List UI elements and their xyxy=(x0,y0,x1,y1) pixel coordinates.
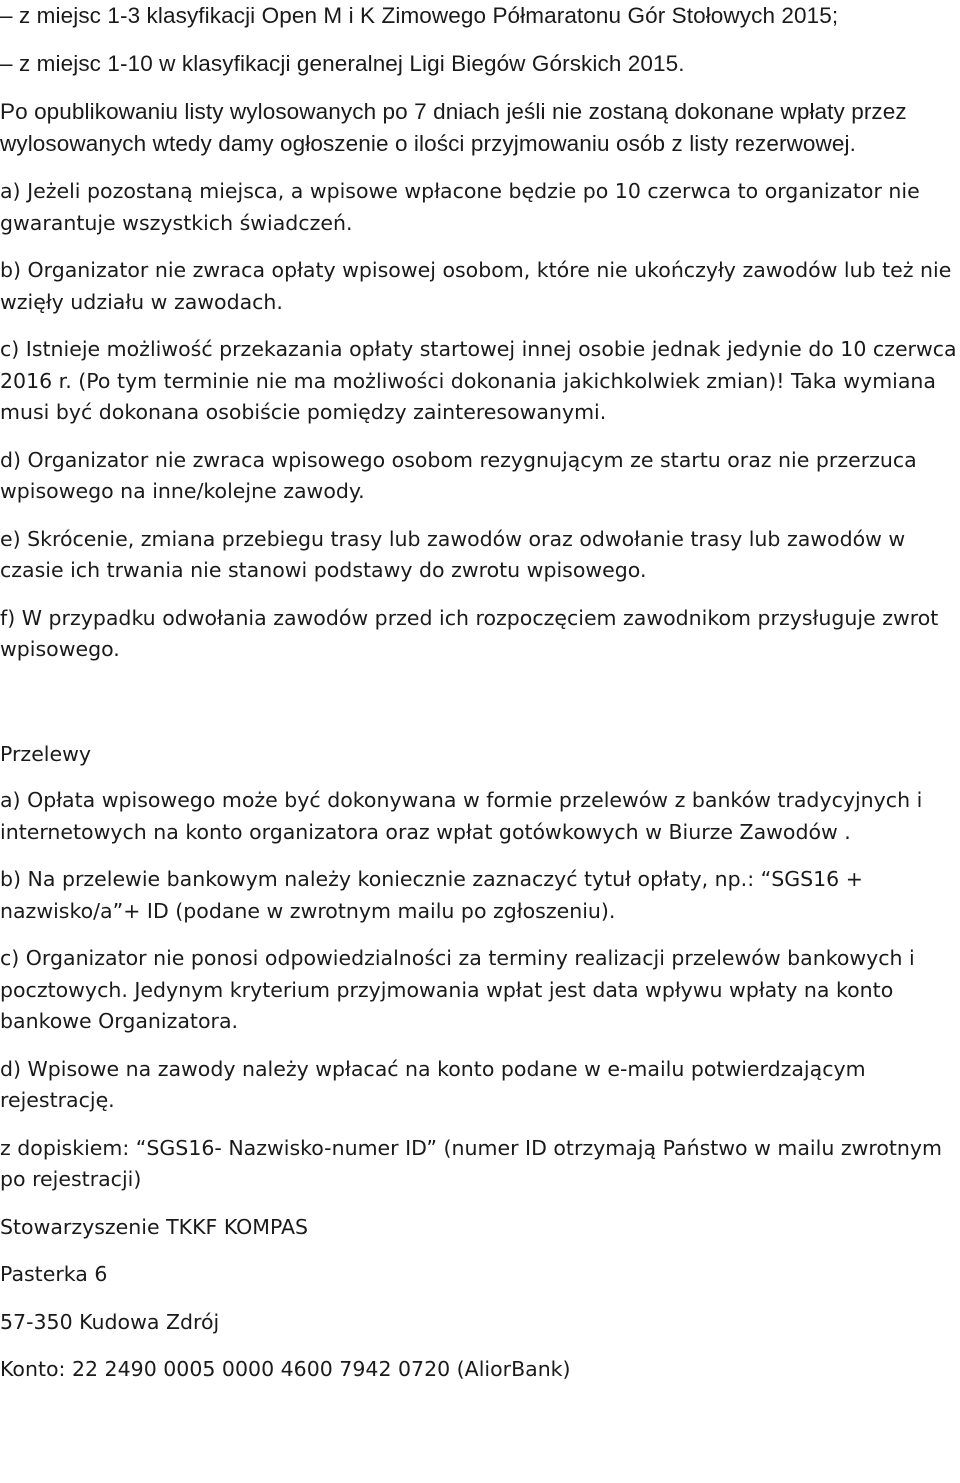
bank-account: Konto: 22 2490 0005 0000 4600 7942 0720 (AliorBank) xyxy=(0,1357,571,1381)
rule-d: d) Organizator nie zwraca wpisowego osobom rezygnującym ze startu oraz nie przerzuca wpisowego na inne/kolejne zawody. xyxy=(0,447,917,503)
reserve-list-notice: Po opublikowaniu listy wylosowanych po 7 dniach jeśli nie zostaną dokonane wpłaty przez wylosowanych wtedy damy ogłoszenie o ilości przyjmowaniu osób z listy rezerwowej. xyxy=(0,99,907,156)
transfers-heading: Przelewy xyxy=(0,741,92,766)
transfer-c: c) Organizator nie ponosi odpowiedzialności za terminy realizacji przelewów bankowych i pocztowych. Jedynym kryterium przyjmowania wpłat jest data wpływu wpłaty na konto bankowe Organizatora. xyxy=(0,946,915,1033)
organization-name: Stowarzyszenie TKKF KOMPAS xyxy=(0,1214,309,1239)
transfer-b: b) Na przelewie bankowym należy koniecznie zaznaczyć tytuł opłaty, np.: “SGS16 + nazwisko/a”+ ID (podane w zwrotnym mailu po zgłoszeniu). xyxy=(0,867,863,923)
rule-e: e) Skrócenie, zmiana przebiegu trasy lub zawodów oraz odwołanie trasy lub zawodów w czasie ich trwania nie stanowi podstawy do zwrotu wpisowego. xyxy=(0,526,906,582)
rule-a: a) Jeżeli pozostaną miejsca, a wpisowe wpłacone będzie po 10 czerwca to organizator nie gwarantuje wszystkich świadczeń. xyxy=(0,179,920,235)
rule-c: c) Istnieje możliwość przekazania opłaty startowej innej osobie jednak jedynie do 10 czerwca 2016 r. (Po tym terminie nie ma możliwości dokonania jakichkolwiek zmian)! Taka wymiana musi być dokonana osobiście pomiędzy zainteresowanymi. xyxy=(0,337,957,424)
rule-b: b) Organizator nie zwraca opłaty wpisowej osobom, które nie ukończyły zawodów lub też nie wzięły udziału w zawodach. xyxy=(0,258,952,314)
rule-f: f) W przypadku odwołania zawodów przed ich rozpoczęciem zawodnikom przysługuje zwrot wpisowego. xyxy=(0,605,939,661)
street-address: Pasterka 6 xyxy=(0,1262,108,1286)
transfer-note: z dopiskiem: “SGS16- Nazwisko-numer ID” (numer ID otrzymają Państwo w mailu zwrotnym po rejestracji) xyxy=(0,1135,943,1191)
intro-item-1: – z miejsc 1-3 klasyfikacji Open M i K Zimowego Półmaratonu Gór Stołowych 2015; xyxy=(0,3,839,28)
city-address: 57-350 Kudowa Zdrój xyxy=(0,1309,220,1334)
transfer-d: d) Wpisowe na zawody należy wpłacać na konto podane w e-mailu potwierdzającym rejestrację. xyxy=(0,1056,866,1112)
transfer-a: a) Opłata wpisowego może być dokonywana w formie przelewów z banków tradycyjnych i internetowych na konto organizatora oraz wpłat gotówkowych w Biurze Zawodów . xyxy=(0,788,923,844)
intro-item-2: – z miejsc 1-10 w klasyfikacji generalnej Ligi Biegów Górskich 2015. xyxy=(0,51,685,76)
